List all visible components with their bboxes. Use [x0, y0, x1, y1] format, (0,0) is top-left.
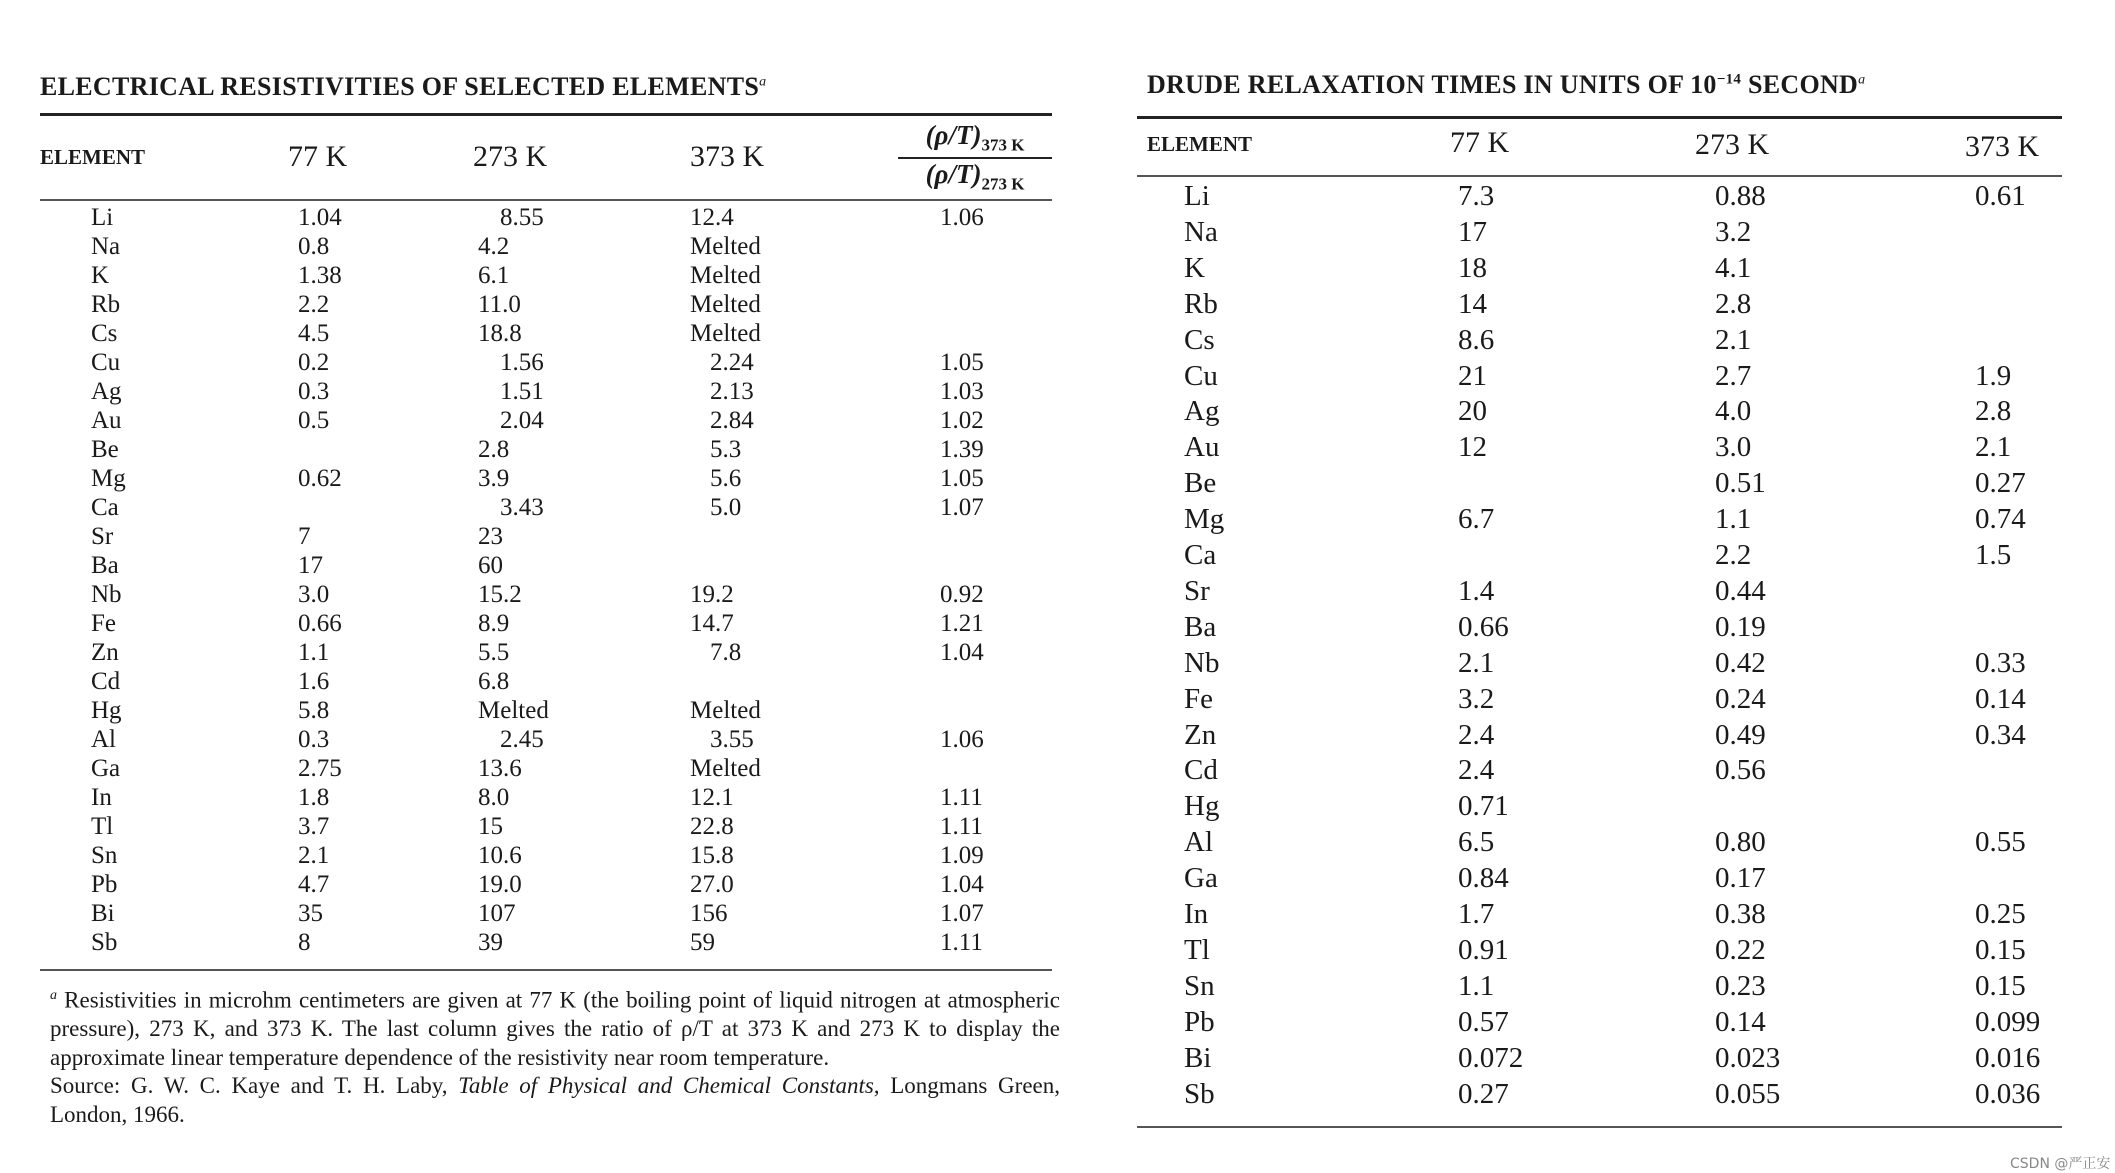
right-title-end: SECOND: [1741, 70, 1859, 99]
right-cell-273k: 0.51: [1715, 467, 1766, 500]
left-cell-273k: 4.2: [478, 233, 510, 260]
left-cell-273k: 19.0: [478, 871, 522, 898]
left-cell-273k: 8.55: [500, 204, 544, 231]
right-cell-273k: 3.0: [1715, 431, 1752, 464]
right-cell-element: In: [1184, 898, 1209, 930]
right-cell-77k: 18: [1458, 251, 1487, 284]
left-cell-element: Ga: [91, 755, 121, 782]
right-cell-273k: 2.8: [1715, 287, 1752, 320]
left-cell-273k: 3.43: [500, 494, 544, 521]
left-cell-77k: 8: [298, 929, 311, 956]
right-cell-373k: 0.27: [1975, 467, 2026, 500]
right-cell-77k: 0.71: [1458, 790, 1509, 823]
left-cell-273k: 2.8: [478, 436, 510, 463]
left-cell-273k: 13.6: [478, 755, 522, 782]
left-cell-373k: Melted: [690, 697, 761, 724]
right-title-note: a: [1858, 72, 1866, 88]
left-cell-element: Zn: [91, 639, 119, 666]
right-cell-273k: 0.38: [1715, 898, 1766, 930]
left-cell-273k: 1.56: [500, 349, 544, 376]
left-cell-element: Hg: [91, 697, 122, 724]
right-cell-273k: 0.023: [1715, 1041, 1781, 1074]
footnote-text: Resistivities in microhm centimeters are given at 77 K (the boiling point of liquid nitrogen at atmospheric pressure), 273 K, and 373 K. The last column gives the ratio of ρ/T at 373 K and 273 K to display the approximate linear temperature dependence of the resistivity near room temperature.: [50, 987, 1060, 1070]
left-cell-373k: 2.13: [710, 378, 754, 405]
left-cell-element: Ca: [91, 494, 119, 521]
left-cell-273k: 23: [478, 523, 503, 550]
left-cell-77k: 2.75: [298, 755, 342, 782]
right-cell-77k: 0.57: [1458, 1005, 1509, 1038]
right-cell-element: Na: [1184, 215, 1218, 248]
right-cell-373k: 0.74: [1975, 503, 2026, 536]
right-cell-77k: 1.7: [1458, 898, 1495, 930]
right-title-exponent: −14: [1716, 71, 1742, 88]
right-table-title: [1147, 70, 1865, 100]
left-footnote: [50, 982, 1060, 1129]
left-cell-373k: 19.2: [690, 581, 734, 608]
right-cell-273k: 0.17: [1715, 862, 1766, 895]
right-header-273k: 273 K: [1695, 128, 1770, 161]
right-cell-77k: 12: [1458, 431, 1487, 464]
right-bottom-rule: [1137, 1126, 2062, 1128]
left-cell-273k: 39: [478, 929, 503, 956]
right-header-rule: [1137, 175, 2062, 177]
right-cell-element: Be: [1184, 467, 1217, 500]
right-header-element: ELEMENT: [1147, 132, 1253, 156]
left-cell-element: Na: [91, 233, 121, 260]
right-cell-273k: 2.2: [1715, 539, 1752, 571]
left-top-rule: [40, 113, 1052, 116]
left-cell-273k: 15: [478, 813, 503, 840]
left-cell-77k: 0.62: [298, 465, 342, 492]
ratio-numerator-sub: 373 K: [981, 135, 1025, 155]
right-cell-element: Li: [1184, 180, 1210, 212]
left-cell-element: In: [91, 784, 112, 811]
left-cell-273k: 1.51: [500, 378, 544, 405]
right-cell-element: Fe: [1184, 682, 1213, 715]
left-cell-373k: 2.24: [710, 349, 754, 376]
right-cell-element: Au: [1184, 431, 1220, 464]
right-cell-77k: 8.6: [1458, 323, 1495, 356]
left-table-title: [40, 72, 766, 102]
left-cell-273k: 60: [478, 552, 503, 579]
ratio-denominator-sub: 273 K: [981, 174, 1025, 194]
left-cell-273k: 11.0: [478, 291, 521, 318]
right-cell-element: Mg: [1184, 503, 1225, 536]
left-cell-ratio: 1.06: [940, 204, 984, 231]
left-cell-element: Cd: [91, 668, 121, 695]
right-cell-273k: 2.7: [1715, 359, 1752, 392]
left-cell-ratio: 1.03: [940, 378, 984, 405]
left-header-77k: 77 K: [288, 140, 348, 173]
watermark: CSDN @严正安: [2010, 1156, 2111, 1172]
right-cell-273k: 0.49: [1715, 718, 1766, 751]
left-cell-ratio: 1.05: [940, 465, 984, 492]
left-title-note: a: [759, 74, 767, 90]
right-cell-273k: 0.14: [1715, 1005, 1766, 1038]
right-cell-273k: 0.88: [1715, 180, 1766, 212]
left-cell-element: Ba: [91, 552, 119, 579]
left-cell-element: Au: [91, 407, 122, 434]
right-cell-77k: 6.5: [1458, 826, 1495, 859]
left-cell-77k: 4.5: [298, 320, 330, 347]
left-cell-element: Cs: [91, 320, 118, 347]
left-cell-ratio: 1.09: [940, 842, 984, 869]
right-cell-element: Ag: [1184, 395, 1220, 428]
right-cell-77k: 0.84: [1458, 862, 1509, 895]
left-cell-ratio: 0.92: [940, 581, 984, 608]
left-cell-77k: 0.8: [298, 233, 330, 260]
left-cell-element: Tl: [91, 813, 114, 840]
right-cell-373k: 0.15: [1975, 969, 2026, 1002]
left-header-rule: [40, 199, 1052, 201]
right-cell-77k: 20: [1458, 395, 1487, 428]
right-header-77k: 77 K: [1450, 126, 1510, 159]
right-cell-element: Bi: [1184, 1041, 1212, 1074]
left-cell-373k: Melted: [690, 755, 761, 782]
left-cell-77k: 1.1: [298, 639, 330, 666]
left-cell-373k: 59: [690, 929, 715, 956]
right-cell-77k: 0.66: [1458, 610, 1509, 643]
right-cell-77k: 3.2: [1458, 682, 1495, 715]
right-cell-element: Sr: [1184, 574, 1210, 607]
right-cell-273k: 0.44: [1715, 574, 1766, 607]
right-cell-element: Cu: [1184, 359, 1218, 392]
right-cell-273k: 0.24: [1715, 682, 1766, 715]
right-cell-373k: 0.14: [1975, 682, 2026, 715]
left-cell-77k: 0.3: [298, 378, 330, 405]
left-cell-77k: 1.04: [298, 204, 342, 231]
left-cell-element: K: [91, 262, 110, 289]
left-cell-ratio: 1.02: [940, 407, 984, 434]
left-cell-77k: 35: [298, 900, 323, 927]
right-title-text: DRUDE RELAXATION TIMES IN UNITS OF 10: [1147, 70, 1717, 99]
left-cell-77k: 7: [298, 523, 311, 550]
left-cell-273k: 6.8: [478, 668, 510, 695]
right-cell-273k: 0.22: [1715, 933, 1766, 966]
left-cell-77k: 17: [298, 552, 323, 579]
left-cell-ratio: 1.04: [940, 871, 984, 898]
right-cell-element: Ca: [1184, 539, 1217, 571]
left-cell-ratio: 1.21: [940, 610, 984, 637]
right-cell-273k: 0.055: [1715, 1077, 1781, 1110]
left-cell-ratio: 1.04: [940, 639, 984, 666]
right-cell-373k: 0.15: [1975, 933, 2026, 966]
left-cell-373k: 156: [690, 900, 728, 927]
left-cell-273k: 2.04: [500, 407, 544, 434]
right-cell-77k: 1.4: [1458, 574, 1495, 607]
right-cell-373k: 0.34: [1975, 718, 2026, 751]
right-cell-273k: 2.1: [1715, 323, 1752, 356]
right-cell-373k: 0.61: [1975, 180, 2026, 212]
right-cell-373k: 1.5: [1975, 539, 2012, 571]
right-cell-77k: 0.072: [1458, 1041, 1524, 1074]
right-cell-element: Sb: [1184, 1077, 1215, 1110]
left-header-ratio: [898, 120, 1052, 195]
left-cell-273k: 8.9: [478, 610, 510, 637]
left-cell-77k: 3.7: [298, 813, 330, 840]
left-cell-373k: Melted: [690, 291, 761, 318]
left-header-element: ELEMENT: [40, 145, 146, 169]
right-cell-element: Ga: [1184, 862, 1218, 895]
right-cell-77k: 2.4: [1458, 754, 1495, 787]
left-cell-77k: 1.8: [298, 784, 330, 811]
left-cell-373k: 14.7: [690, 610, 734, 637]
left-cell-273k: 18.8: [478, 320, 522, 347]
left-cell-373k: 12.4: [690, 204, 734, 231]
right-top-rule: [1137, 116, 2062, 119]
right-cell-77k: 2.1: [1458, 646, 1495, 679]
right-cell-77k: 1.1: [1458, 969, 1495, 1002]
left-cell-273k: Melted: [478, 697, 549, 724]
left-cell-ratio: 1.07: [940, 494, 984, 521]
left-cell-ratio: 1.11: [940, 929, 983, 956]
left-cell-ratio: 1.11: [940, 784, 983, 811]
left-cell-373k: Melted: [690, 320, 761, 347]
left-cell-element: Nb: [91, 581, 122, 608]
right-cell-273k: 0.19: [1715, 610, 1766, 643]
left-cell-element: Be: [91, 436, 119, 463]
left-cell-373k: 7.8: [710, 639, 742, 666]
right-header-373k: 373 K: [1965, 130, 2040, 163]
left-cell-element: Sb: [91, 929, 118, 956]
left-cell-77k: 1.6: [298, 668, 330, 695]
left-cell-77k: 1.38: [298, 262, 342, 289]
right-cell-77k: 0.91: [1458, 933, 1509, 966]
right-cell-77k: 14: [1458, 287, 1487, 320]
right-cell-element: Pb: [1184, 1005, 1215, 1038]
right-cell-element: Hg: [1184, 790, 1220, 823]
footnote-source-title: Table of Physical and Chemical Constants,: [458, 1073, 880, 1099]
right-cell-273k: 0.80: [1715, 826, 1766, 859]
left-title-text: ELECTRICAL RESISTIVITIES OF SELECTED ELEMENTS: [40, 72, 760, 101]
left-cell-373k: 15.8: [690, 842, 734, 869]
left-cell-373k: 5.6: [710, 465, 742, 492]
left-cell-element: Sr: [91, 523, 114, 550]
footnote-mark: a: [50, 988, 57, 1003]
right-cell-element: Cs: [1184, 323, 1215, 356]
right-cell-element: K: [1184, 251, 1205, 284]
right-cell-273k: 0.23: [1715, 969, 1766, 1002]
right-cell-273k: 1.1: [1715, 503, 1752, 536]
left-cell-77k: 0.3: [298, 726, 330, 753]
right-cell-77k: 6.7: [1458, 503, 1495, 536]
right-cell-77k: 0.27: [1458, 1077, 1509, 1110]
right-cell-373k: 0.036: [1975, 1077, 2041, 1110]
left-cell-77k: 4.7: [298, 871, 330, 898]
right-cell-373k: 0.55: [1975, 826, 2026, 859]
left-cell-273k: 5.5: [478, 639, 510, 666]
left-cell-373k: 3.55: [710, 726, 754, 753]
left-cell-373k: 5.0: [710, 494, 742, 521]
left-cell-ratio: 1.07: [940, 900, 984, 927]
left-cell-ratio: 1.05: [940, 349, 984, 376]
left-cell-element: Pb: [91, 871, 118, 898]
right-cell-373k: 0.099: [1975, 1005, 2041, 1038]
left-cell-77k: 0.66: [298, 610, 342, 637]
right-cell-273k: 0.56: [1715, 754, 1766, 787]
left-cell-273k: 107: [478, 900, 516, 927]
left-cell-ratio: 1.11: [940, 813, 983, 840]
right-cell-373k: 2.8: [1975, 395, 2012, 428]
right-cell-77k: 17: [1458, 215, 1487, 248]
left-cell-273k: 10.6: [478, 842, 522, 869]
left-header-273k: 273 K: [473, 140, 548, 173]
left-cell-373k: Melted: [690, 262, 761, 289]
left-cell-element: Cu: [91, 349, 121, 376]
ratio-numerator: (ρ/T): [925, 120, 982, 150]
left-cell-element: Li: [91, 204, 114, 231]
right-cell-element: Sn: [1184, 969, 1215, 1002]
footnote-source-publisher: Longmans Green, London, 1966.: [50, 1073, 1060, 1127]
left-bottom-rule: [40, 969, 1052, 971]
left-cell-77k: 2.2: [298, 291, 330, 318]
right-cell-273k: 3.2: [1715, 215, 1752, 248]
right-cell-373k: 0.25: [1975, 898, 2026, 930]
left-cell-element: Rb: [91, 291, 121, 318]
right-cell-273k: 0.42: [1715, 646, 1766, 679]
right-cell-373k: 2.1: [1975, 431, 2012, 464]
left-cell-373k: 22.8: [690, 813, 734, 840]
right-cell-273k: 4.0: [1715, 395, 1752, 428]
right-cell-element: Cd: [1184, 754, 1218, 787]
left-cell-element: Mg: [91, 465, 126, 492]
left-cell-77k: 0.5: [298, 407, 330, 434]
left-cell-element: Sn: [91, 842, 118, 869]
right-cell-element: Ba: [1184, 610, 1217, 643]
left-cell-77k: 3.0: [298, 581, 330, 608]
left-cell-element: Ag: [91, 378, 122, 405]
right-cell-373k: 1.9: [1975, 359, 2012, 392]
left-cell-373k: 12.1: [690, 784, 734, 811]
left-header-373k: 373 K: [690, 140, 765, 173]
footnote-source: Source: G. W. C. Kaye and T. H. Laby,: [50, 1073, 459, 1099]
ratio-denominator: (ρ/T): [925, 159, 982, 190]
left-cell-273k: 3.9: [478, 465, 510, 492]
right-cell-77k: 7.3: [1458, 180, 1495, 212]
left-cell-ratio: 1.39: [940, 436, 984, 463]
right-cell-373k: 0.33: [1975, 646, 2026, 679]
left-cell-element: Al: [91, 726, 116, 753]
right-cell-element: Zn: [1184, 718, 1217, 751]
right-cell-77k: 21: [1458, 359, 1487, 392]
left-cell-77k: 0.2: [298, 349, 330, 376]
left-cell-273k: 2.45: [500, 726, 544, 753]
left-cell-element: Bi: [91, 900, 115, 927]
left-cell-373k: 5.3: [710, 436, 742, 463]
right-cell-373k: 0.016: [1975, 1041, 2041, 1074]
right-cell-element: Tl: [1184, 933, 1210, 966]
left-cell-77k: 5.8: [298, 697, 330, 724]
left-cell-373k: 2.84: [710, 407, 754, 434]
right-cell-77k: 2.4: [1458, 718, 1495, 751]
right-cell-273k: 4.1: [1715, 251, 1752, 284]
left-cell-273k: 6.1: [478, 262, 510, 289]
right-cell-element: Al: [1184, 826, 1213, 859]
left-cell-ratio: 1.06: [940, 726, 984, 753]
left-cell-273k: 15.2: [478, 581, 522, 608]
left-cell-77k: 2.1: [298, 842, 330, 869]
left-cell-373k: 27.0: [690, 871, 734, 898]
left-cell-273k: 8.0: [478, 784, 510, 811]
left-cell-element: Fe: [91, 610, 116, 637]
left-cell-373k: Melted: [690, 233, 761, 260]
right-cell-element: Nb: [1184, 646, 1220, 679]
right-cell-element: Rb: [1184, 287, 1218, 320]
